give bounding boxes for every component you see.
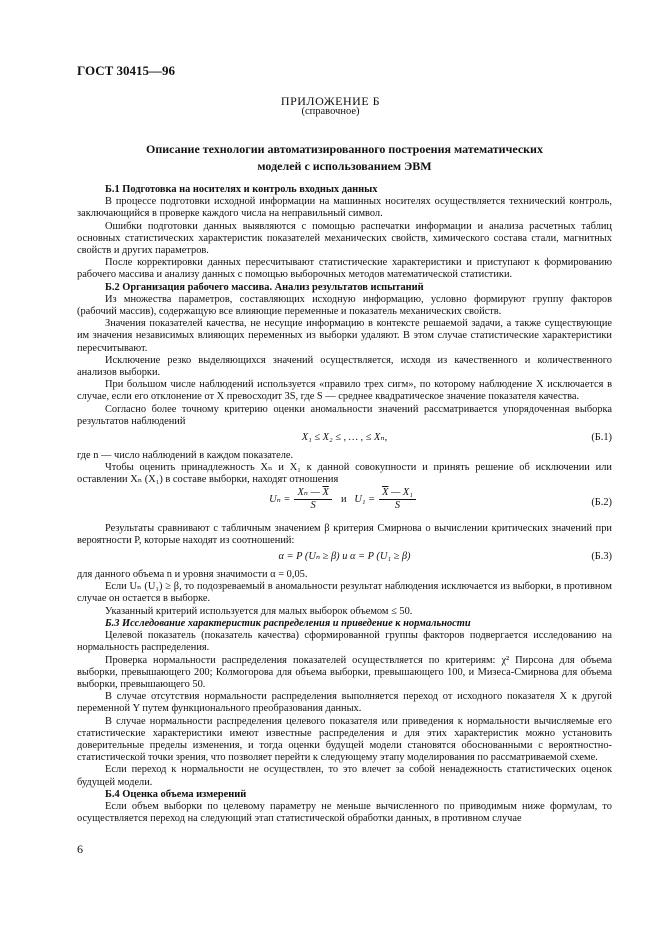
paragraph: Исключение резко выделяющихся значений осуществляется, исходя из качественного и количественного анализов выборки. — [77, 354, 612, 379]
title-line-1: Описание технологии автоматизированного построения математических — [146, 142, 543, 156]
paragraph: Если Uₙ (U₁) ≥ β, то подозреваемый в аномальности результат наблюдения исключается из выборки, в противном случае он остается в выборке. — [77, 581, 612, 605]
paragraph: При большом числе наблюдений используется «правило трех сигм», по которому наблюдение X исключается в случае, если его отклонение от X превосходит 3S, где S — среднее квадратическое значение показателя качества. — [77, 379, 612, 403]
fraction: $\frac{X_n — \overline{X}}{S}$ — [294, 487, 331, 512]
section-b2-heading: Б.2 Организация рабочего массива. Анализ результатов испытаний — [105, 281, 424, 293]
document-body — [77, 184, 612, 825]
paragraph: Указанный критерий используется для малых выборок объемом ≤ 50. — [105, 605, 413, 617]
document-title — [77, 141, 612, 175]
standard-header: ГОСТ 30415—96 — [77, 63, 176, 78]
paragraph: Чтобы оценить принадлежность Xₙ и X₁ к данной совокупности и принять решение об исключении или оставлении Xₙ (X₁) в составе выборки, находят отношения — [77, 462, 612, 486]
formula-b1 — [77, 428, 612, 450]
paragraph: для данного объема n и уровня значимости α = 0,05. — [77, 569, 308, 581]
paragraph: В случае нормальности распределения целевого показателя или приведения к нормальности вычисляемые его статистические характеристики имеют известные распределения и для этих характеристик можно установить доверительные пределы изменения, и тогда оценки будущей модели становятся обоснованными с вероятностно-статистической точки зрения, что позволяет перейти к следующему этапу моделирования по рассматриваемой схеме. — [77, 715, 612, 764]
section-b4-heading: Б.4 Оценка объема измерений — [105, 788, 247, 800]
paragraph: Из множества параметров, составляющих исходную информацию, условно формируют группу факторов (рабочий массив), содержащую все влияющие переменные и показатель механических свойств. — [77, 293, 612, 318]
section-b3-heading: Б.3 Исследование характеристик распределения и приведение к нормальности — [105, 617, 471, 629]
formula-expression: Uₙ = $\frac{X_n — \overline{X}}{S}$ и U₁ = $\frac{\overline{X} — X_1}{S}$ — [77, 487, 612, 512]
paragraph: Результаты сравнивают с табличным значением β критерия Смирнова о вычислении критических значений при вероятности P, которые находят из соотношений: — [77, 522, 612, 546]
paragraph: Значения показателей качества, не несущие информацию в контексте решаемой задачи, а также существующие им значения независимых влияющих переменных из выборки удаляют. В этом случае статистические характеристики пересчитывают. — [77, 318, 612, 354]
paragraph: Целевой показатель (показатель качества) сформированной группы факторов подвергается исследованию на нормальность распределения. — [77, 630, 612, 654]
paragraph: Если переход к нормальности не осуществлен, то это влечет за собой ненадежность статистических оценок будущей модели. — [77, 764, 612, 788]
paragraph: Проверка нормальности распределения показателей осуществляется по критериям: χ² Пирсона для объема выборки, превышающего 200; Колмогорова для объема выборки, превышающего 100, и Мизеса-Смирнова для объема выборки, превышающего 50. — [77, 654, 612, 690]
paragraph: Если объем выборки по целевому параметру не меньше вычисленного по приводимым ниже формулам, то осуществляется переход на следующий этап статистической обработки данных, в противном случае — [77, 800, 612, 825]
paragraph: В процессе подготовки исходной информации на машинных носителях осуществляется технический контроль, заключающийся в проверке каждого числа на неправильный символ. — [77, 196, 612, 220]
formula-number: (Б.3) — [591, 551, 612, 563]
appendix-title: ПРИЛОЖЕНИЕ Б — [280, 94, 381, 108]
section-b1-heading: Б.1 Подготовка на носителях и контроль входных данных — [105, 184, 378, 195]
appendix-subtitle: (справочное) — [301, 106, 360, 117]
paragraph: После корректировки данных пересчитывают статистические характеристики и приступают к формированию рабочего массива и анализу данных с помощью выборочных методов математической статистики. — [77, 257, 612, 281]
formula-expression: α = P (Uₙ ≥ β) и α = P (U₁ ≥ β) — [278, 551, 411, 563]
title-line-2: моделей с использованием ЭВМ — [257, 159, 432, 173]
formula-number: (Б.1) — [591, 432, 612, 444]
paragraph: Согласно более точному критерию оценки аномальности значений рассматривается упорядоченная выборка результатов наблюдений — [77, 403, 612, 427]
page-number: 6 — [77, 842, 83, 856]
formula-expression: X₁ ≤ X₂ ≤ , … , ≤ Xₙ, — [301, 432, 388, 444]
paragraph: В случае отсутствия нормальности распределения выполняется переход от исходного показателя X к другой переменной Y путем функционального преобразования данных. — [77, 691, 612, 715]
formula-b2 — [77, 487, 612, 523]
fraction: $\frac{\overline{X} — X_1}{S}$ — [379, 487, 416, 512]
paragraph: где n — число наблюдений в каждом показателе. — [77, 450, 294, 462]
formula-b3 — [77, 547, 612, 569]
formula-number: (Б.2) — [591, 496, 612, 508]
paragraph: Ошибки подготовки данных выявляются с помощью распечатки информации и анализа расчетных таблиц основных статистических характеристик показателей механических свойств, химического состава стали, магнитных свойств и других параметров. — [77, 220, 612, 257]
